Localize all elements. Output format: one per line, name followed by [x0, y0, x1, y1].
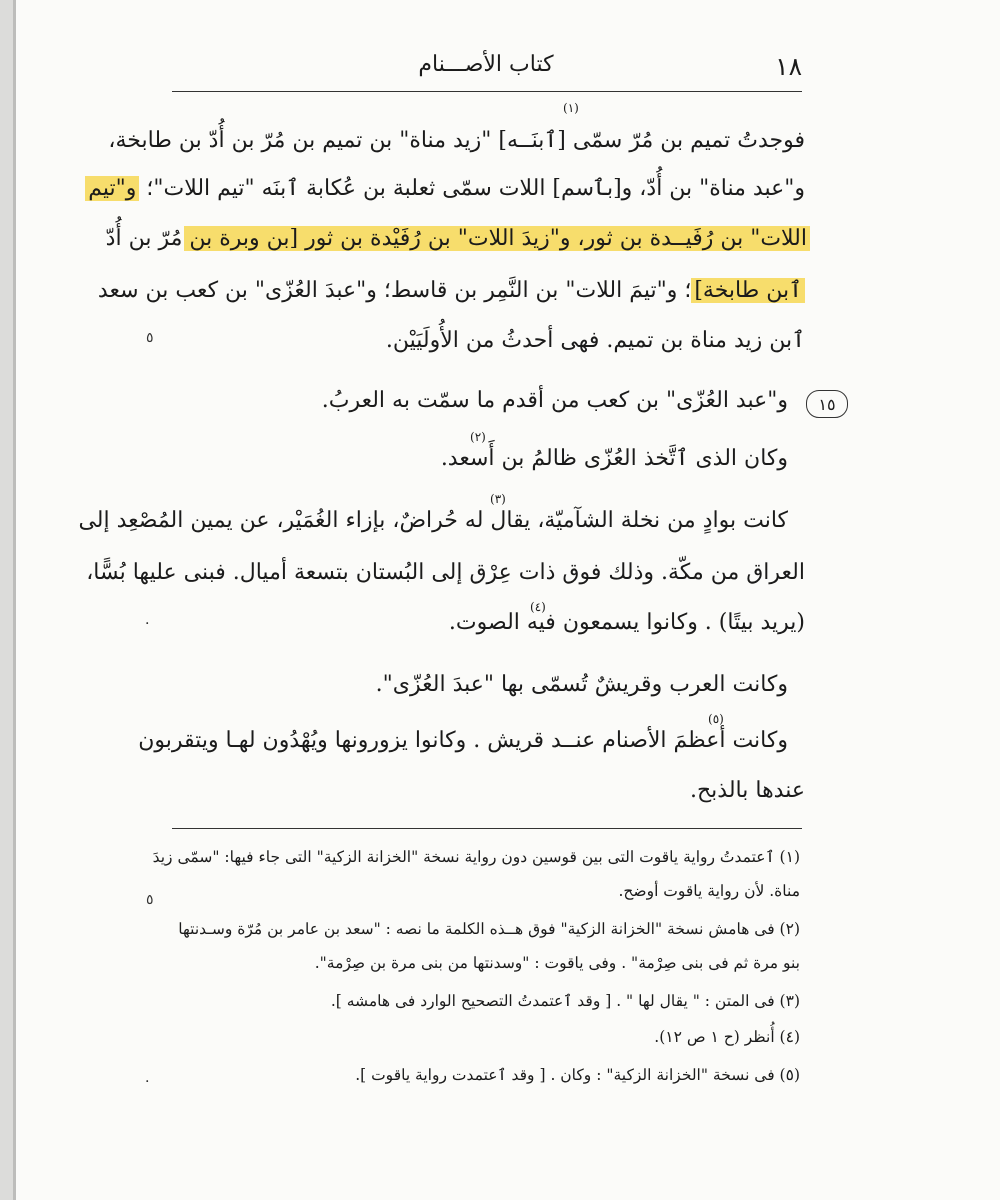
footnote-ref-4: (٤) — [530, 600, 546, 614]
highlighted-text-1: و"تيم — [85, 176, 139, 201]
footnote-ref-2: (٢) — [470, 430, 486, 444]
text-line-9: العراق من مكّة. وذلك فوق ذات عِرْق إلى البُستان بتسعة أميال. فبنى عليها بُسًّا، — [86, 560, 805, 585]
text-line-2 — [88, 176, 805, 201]
footnote-line: (٢) فى هامش نسخة "الخزانة الزكية" فوق هــذه الكلمة ما نصه : "سعد بن عامر بن مُرّة وسـدنتها — [178, 920, 800, 938]
margin-dot: . — [145, 1070, 150, 1086]
chapter-seal-number: ١٥ — [818, 394, 836, 414]
footnote-ref-3: (٣) — [490, 492, 506, 506]
footnote-line: (٥) فى نسخة "الخزانة الزكية" : وكان . [ وقد ٱعتمدت رواية ياقوت ]. — [355, 1066, 800, 1084]
footnote-line: (١) ٱعتمدتُ رواية ياقوت التى بين قوسين دون رواية نسخة "الخزانة الزكية" التى جاء فيها: "سمّى زيدَ — [152, 848, 800, 866]
margin-dot: . — [145, 612, 150, 628]
text-line-13: عندها بالذبح. — [689, 778, 805, 803]
text-line-3-highlighted: اللات" بن رُفَيــدة بن ثور، و"زيدَ اللات" بن رُفَيْدة بن ثور [بن وبرة بن مُرّ بن أُدّ — [184, 226, 810, 251]
footnote-line: بنو مرة ثم فى بنى صِرْمة" . وفى ياقوت : "وسدنتها من بنى مرة بن صِرْمة". — [314, 954, 800, 972]
text-line-7: وكان الذى ٱتَّخذ العُزّى ظالمُ بن أَسعد. — [440, 446, 788, 471]
footnote-line: مناة. لأن رواية ياقوت أوضح. — [618, 882, 800, 900]
text-line-8: كانت بوادٍ من نخلة الشآميّة، يقال له حُراضٌ، بإزاء الغُمَيْر، عن يمين المُصْعِد إلى — [78, 508, 788, 533]
chapter-seal — [806, 390, 848, 418]
header-rule — [172, 91, 802, 92]
page-header — [170, 50, 802, 90]
text-line-2-body: و"عبد مناة" بن أُدّ، و[بٱسم] اللات سمّى ثعلبة بن عُكابة ٱبنَه "تيم اللات"؛ — [139, 176, 805, 201]
text-line-6: و"عبد العُزّى" بن كعب من أقدم ما سمّت به العربُ. — [321, 388, 788, 413]
text-line-12: وكانت أعظمَ الأصنام عنــد قريش . وكانوا يزورونها ويُهْدُون لهـا ويتقربون — [138, 728, 788, 753]
highlighted-text-2: ٱبن طابخة] — [691, 278, 805, 303]
running-title: كتاب الأصـــنام — [418, 52, 554, 77]
text-line-4 — [97, 278, 805, 303]
text-line-10: (يريد بيتًا) . وكانوا يسمعون فيه الصوت. — [448, 610, 805, 635]
footnote-line: (٤) أُنظر (ح ١ ص ١٢). — [654, 1028, 800, 1046]
page-number: ١٨ — [775, 52, 802, 81]
text-line-11: وكانت العرب وقريشٌ تُسمّى بها "عبدَ العُزّى". — [375, 672, 788, 697]
margin-line-number-footnotes: ٥ — [146, 892, 154, 908]
page-binding-edge — [0, 0, 16, 1200]
footnote-rule — [172, 828, 802, 829]
text-line-5: ٱبن زيد مناة بن تميم. فهى أحدثُ من الأُولَيَيْن. — [385, 328, 805, 353]
margin-line-number: ٥ — [146, 330, 154, 346]
footnote-line: (٣) فى المتن : " يقال لها " . [ وقد ٱعتمدتُ التصحيح الوارد فى هامشه ]. — [330, 992, 800, 1010]
text-line-1: فوجدتُ تميم بن مُرّ سمّى [ٱبنَــه] "زيد مناة" بن تميم بن مُرّ بن أُدّ بن طابخة، — [108, 128, 805, 153]
footnote-ref-1: (١) — [563, 101, 579, 115]
footnote-ref-5: (٥) — [708, 712, 724, 726]
text-line-4-body: ؛ و"تيمَ اللات" بن النَّمِر بن قاسط؛ و"عبدَ العُزّى" بن كعب بن سعد — [97, 278, 692, 303]
